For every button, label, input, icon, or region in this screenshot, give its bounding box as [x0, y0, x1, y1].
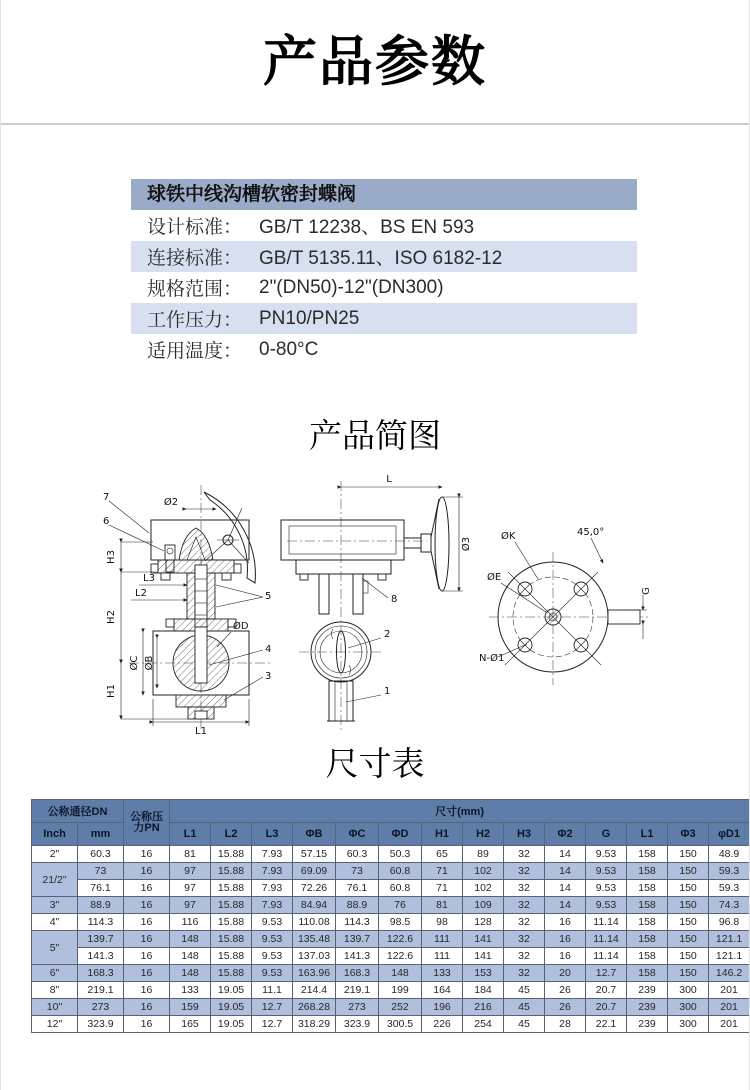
table-cell: 97	[170, 863, 211, 880]
table-cell: 148	[170, 931, 211, 948]
table-cell: 141.3	[336, 948, 379, 965]
table-cell: 59.3	[709, 863, 750, 880]
callout-3: 3	[265, 671, 272, 682]
table-cell: 196	[422, 999, 463, 1016]
table-cell: 5"	[32, 931, 78, 965]
flange-view	[479, 527, 652, 685]
table-cell: 323.9	[336, 1016, 379, 1033]
table-cell: 15.88	[211, 948, 252, 965]
table-cell: 141	[463, 948, 504, 965]
table-cell: 16	[124, 948, 170, 965]
column-header: Φ2	[545, 823, 586, 846]
table-cell: 98.5	[379, 914, 422, 931]
table-cell: 159	[170, 999, 211, 1016]
table-cell: 16	[124, 897, 170, 914]
table-cell: 32	[504, 965, 545, 982]
table-cell: 158	[627, 863, 668, 880]
column-header: ΦD	[379, 823, 422, 846]
table-cell: 14	[545, 880, 586, 897]
spec-value: 2"(DN50)-12"(DN300)	[259, 276, 444, 298]
table-cell: 32	[504, 948, 545, 965]
column-header: φD1	[709, 823, 750, 846]
spec-value: PN10/PN25	[259, 307, 360, 329]
spec-row-connection-standard	[131, 241, 637, 272]
dim-label-l3: L3	[143, 573, 155, 584]
column-header: L2	[211, 823, 252, 846]
column-header: H1	[422, 823, 463, 846]
table-cell: 9.53	[586, 863, 627, 880]
table-cell: 96.8	[709, 914, 750, 931]
page-title: 产品参数	[263, 32, 487, 92]
table-cell: 201	[709, 982, 750, 999]
table-cell: 26	[545, 982, 586, 999]
callout-1: 1	[384, 686, 391, 697]
table-cell: 74.3	[709, 897, 750, 914]
table-cell: 16	[545, 914, 586, 931]
spec-label: 工作压力：	[147, 310, 243, 331]
table-cell: 201	[709, 999, 750, 1016]
table-cell: 158	[627, 931, 668, 948]
table-cell: 219.1	[78, 982, 124, 999]
table-cell: 7.93	[252, 897, 293, 914]
table-cell: 32	[504, 846, 545, 863]
table-cell: 148	[170, 948, 211, 965]
front-view	[103, 485, 273, 737]
column-header: Φ3	[668, 823, 709, 846]
table-cell: 323.9	[78, 1016, 124, 1033]
dim-label-phiK: ØK	[501, 531, 516, 542]
dim-label-nphi1: N-Ø1	[479, 653, 505, 664]
table-cell: 116	[170, 914, 211, 931]
dim-label-l1: L1	[195, 726, 207, 737]
table-cell: 121.1	[709, 931, 750, 948]
table-cell: 88.9	[336, 897, 379, 914]
table-cell: 300	[668, 999, 709, 1016]
table-cell: 16	[124, 880, 170, 897]
table-cell: 15.88	[211, 914, 252, 931]
table-cell: 20	[545, 965, 586, 982]
table-cell: 300	[668, 982, 709, 999]
valve-drawing-svg	[91, 467, 661, 737]
dim-label-phi2: Ø2	[163, 497, 179, 508]
table-cell: 3"	[32, 897, 78, 914]
table-cell: 32	[504, 914, 545, 931]
table-cell: 219.1	[336, 982, 379, 999]
table-cell: 10"	[32, 999, 78, 1016]
table-cell: 21/2"	[32, 863, 78, 897]
column-group-dn: 公称通径DN	[32, 800, 124, 823]
table-cell: 111	[422, 948, 463, 965]
dim-label-h2: H2	[106, 610, 117, 624]
dim-label-l: L	[386, 474, 392, 485]
table-cell: 226	[422, 1016, 463, 1033]
table-cell: 201	[709, 1016, 750, 1033]
table-cell: 153	[463, 965, 504, 982]
table-row	[32, 948, 750, 965]
table-row	[32, 846, 750, 863]
table-cell: 9.53	[252, 965, 293, 982]
table-cell: 254	[463, 1016, 504, 1033]
table-cell: 12.7	[586, 965, 627, 982]
spec-label: 设计标准：	[147, 217, 243, 238]
table-cell: 214.4	[293, 982, 336, 999]
table-cell: 22.1	[586, 1016, 627, 1033]
table-cell: 158	[627, 948, 668, 965]
table-cell: 73	[336, 863, 379, 880]
dim-label-phiE: ØE	[487, 572, 502, 583]
table-cell: 65	[422, 846, 463, 863]
table-cell: 16	[124, 931, 170, 948]
table-row	[32, 914, 750, 931]
table-cell: 16	[545, 931, 586, 948]
table-cell: 32	[504, 863, 545, 880]
table-row	[32, 897, 750, 914]
spec-table-header: 球铁中线沟槽软密封蝶阀	[131, 179, 637, 210]
table-cell: 16	[124, 982, 170, 999]
table-cell: 19.05	[211, 1016, 252, 1033]
table-cell: 9.53	[252, 914, 293, 931]
spec-row-temperature	[131, 334, 637, 365]
table-cell: 15.88	[211, 897, 252, 914]
table-cell: 110.08	[293, 914, 336, 931]
table-cell: 114.3	[336, 914, 379, 931]
callout-2: 2	[384, 629, 391, 640]
pn-line1: 公称压	[130, 810, 164, 823]
table-cell: 69.09	[293, 863, 336, 880]
callout-7: 7	[103, 492, 110, 503]
table-cell: 59.3	[709, 880, 750, 897]
table-cell: 81	[422, 897, 463, 914]
side-view	[281, 474, 472, 732]
column-header: L1	[170, 823, 211, 846]
dim-label-phiB: ØB	[144, 655, 155, 671]
table-cell: 32	[504, 880, 545, 897]
table-cell: 71	[422, 880, 463, 897]
table-cell: 15.88	[211, 846, 252, 863]
callout-4: 4	[265, 644, 272, 655]
table-cell: 16	[124, 999, 170, 1016]
table-cell: 133	[422, 965, 463, 982]
table-cell: 71	[422, 863, 463, 880]
spec-row-size-range	[131, 272, 637, 303]
table-cell: 150	[668, 846, 709, 863]
table-cell: 239	[627, 982, 668, 999]
spec-value: 0-80°C	[259, 338, 319, 360]
table-cell: 6"	[32, 965, 78, 982]
table-cell: 239	[627, 1016, 668, 1033]
table-cell: 26	[545, 999, 586, 1016]
table-cell: 12.7	[252, 1016, 293, 1033]
dim-label-l2: L2	[135, 588, 147, 599]
pn-line2: 力PN	[133, 821, 160, 834]
dim-label-h3: H3	[106, 550, 117, 564]
table-cell: 9.53	[252, 931, 293, 948]
table-cell: 32	[504, 897, 545, 914]
table-cell: 16	[124, 846, 170, 863]
table-cell: 121.1	[709, 948, 750, 965]
table-cell: 73	[78, 863, 124, 880]
table-cell: 150	[668, 931, 709, 948]
valve-diagram	[1, 467, 749, 739]
callout-6: 6	[103, 516, 110, 527]
dim-label-phiC: ØC	[129, 655, 140, 671]
table-cell: 76.1	[336, 880, 379, 897]
table-cell: 2"	[32, 846, 78, 863]
title-divider	[1, 123, 749, 125]
column-header: mm	[78, 823, 124, 846]
table-cell: 15.88	[211, 965, 252, 982]
table-cell: 97	[170, 880, 211, 897]
spec-value: GB/T 5135.11、ISO 6182-12	[259, 248, 503, 269]
dim-label-angle: 45,0°	[577, 527, 605, 538]
column-group-pn	[124, 800, 170, 846]
table-cell: 135.48	[293, 931, 336, 948]
table-cell: 150	[668, 914, 709, 931]
table-cell: 11.14	[586, 948, 627, 965]
table-cell: 72.26	[293, 880, 336, 897]
table-cell: 158	[627, 965, 668, 982]
table-row	[32, 931, 750, 948]
table-cell: 300.5	[379, 1016, 422, 1033]
table-cell: 9.53	[586, 846, 627, 863]
table-cell: 7.93	[252, 863, 293, 880]
table-cell: 88.9	[78, 897, 124, 914]
table-cell: 16	[124, 863, 170, 880]
table-cell: 318.29	[293, 1016, 336, 1033]
table-cell: 158	[627, 897, 668, 914]
table-row	[32, 999, 750, 1016]
table-cell: 199	[379, 982, 422, 999]
table-cell: 81	[170, 846, 211, 863]
column-header: ΦB	[293, 823, 336, 846]
column-header: H3	[504, 823, 545, 846]
table-cell: 273	[336, 999, 379, 1016]
table-cell: 4"	[32, 914, 78, 931]
table-cell: 60.3	[336, 846, 379, 863]
column-header: L3	[252, 823, 293, 846]
table-cell: 48.9	[709, 846, 750, 863]
table-cell: 60.8	[379, 863, 422, 880]
table-cell: 184	[463, 982, 504, 999]
table-cell: 122.6	[379, 931, 422, 948]
spec-value: GB/T 12238、BS EN 593	[259, 217, 475, 238]
table-cell: 16	[124, 1016, 170, 1033]
dim-label-g: G	[641, 587, 652, 595]
table-cell: 168.3	[336, 965, 379, 982]
table-cell: 14	[545, 897, 586, 914]
dim-label-phiD: ØD	[233, 621, 249, 632]
table-cell: 102	[463, 880, 504, 897]
table-cell: 139.7	[78, 931, 124, 948]
table-row	[32, 880, 750, 897]
table-cell: 111	[422, 931, 463, 948]
table-cell: 12.7	[252, 999, 293, 1016]
table-cell: 137.03	[293, 948, 336, 965]
spec-label: 连接标准：	[147, 248, 243, 269]
section-title-diagram: 产品简图	[309, 417, 441, 454]
dim-label-phi3: Ø3	[461, 536, 472, 552]
table-cell: 84.94	[293, 897, 336, 914]
table-cell: 14	[545, 846, 586, 863]
table-cell: 32	[504, 931, 545, 948]
table-cell: 141	[463, 931, 504, 948]
table-row	[32, 1016, 750, 1033]
table-cell: 102	[463, 863, 504, 880]
table-cell: 12"	[32, 1016, 78, 1033]
table-cell: 168.3	[78, 965, 124, 982]
table-row	[32, 982, 750, 999]
table-cell: 128	[463, 914, 504, 931]
table-cell: 273	[78, 999, 124, 1016]
column-header: G	[586, 823, 627, 846]
spec-row-design-standard	[131, 210, 637, 241]
spec-row-working-pressure	[131, 303, 637, 334]
table-cell: 45	[504, 1016, 545, 1033]
table-cell: 19.05	[211, 999, 252, 1016]
table-cell: 239	[627, 999, 668, 1016]
table-cell: 139.7	[336, 931, 379, 948]
table-cell: 11.14	[586, 931, 627, 948]
table-cell: 109	[463, 897, 504, 914]
table-cell: 45	[504, 982, 545, 999]
table-cell: 164	[422, 982, 463, 999]
table-cell: 14	[545, 863, 586, 880]
table-cell: 9.53	[586, 897, 627, 914]
section-title-dims: 尺寸表	[325, 745, 425, 782]
table-cell: 20.7	[586, 982, 627, 999]
table-cell: 16	[124, 914, 170, 931]
table-cell: 19.05	[211, 982, 252, 999]
table-cell: 148	[379, 965, 422, 982]
table-cell: 9.53	[252, 948, 293, 965]
table-row	[32, 863, 750, 880]
table-cell: 76	[379, 897, 422, 914]
table-cell: 216	[463, 999, 504, 1016]
spec-table	[131, 179, 637, 365]
table-cell: 148	[170, 965, 211, 982]
table-cell: 300	[668, 1016, 709, 1033]
table-header-group-row	[32, 800, 750, 823]
table-cell: 7.93	[252, 846, 293, 863]
table-cell: 165	[170, 1016, 211, 1033]
table-cell: 16	[124, 965, 170, 982]
column-header: L1	[627, 823, 668, 846]
callout-5: 5	[265, 591, 272, 602]
dim-label-h1: H1	[106, 684, 117, 698]
column-header: ΦC	[336, 823, 379, 846]
table-cell: 16	[545, 948, 586, 965]
table-cell: 163.96	[293, 965, 336, 982]
column-group-size: 尺寸(mm)	[170, 800, 750, 823]
table-cell: 98	[422, 914, 463, 931]
table-cell: 150	[668, 948, 709, 965]
table-cell: 60.8	[379, 880, 422, 897]
table-row	[32, 965, 750, 982]
table-cell: 268.28	[293, 999, 336, 1016]
table-cell: 158	[627, 880, 668, 897]
dimension-table	[31, 799, 745, 1033]
table-cell: 158	[627, 846, 668, 863]
table-cell: 8"	[32, 982, 78, 999]
table-cell: 114.3	[78, 914, 124, 931]
spec-label: 适用温度：	[147, 341, 243, 362]
table-cell: 146.2	[709, 965, 750, 982]
table-cell: 9.53	[586, 880, 627, 897]
table-cell: 150	[668, 897, 709, 914]
table-cell: 7.93	[252, 880, 293, 897]
table-cell: 20.7	[586, 999, 627, 1016]
table-cell: 150	[668, 880, 709, 897]
table-cell: 133	[170, 982, 211, 999]
table-cell: 252	[379, 999, 422, 1016]
table-cell: 122.6	[379, 948, 422, 965]
table-cell: 15.88	[211, 931, 252, 948]
table-cell: 76.1	[78, 880, 124, 897]
table-cell: 57.15	[293, 846, 336, 863]
table-cell: 60.3	[78, 846, 124, 863]
table-cell: 50.3	[379, 846, 422, 863]
table-cell: 15.88	[211, 880, 252, 897]
table-cell: 11.14	[586, 914, 627, 931]
table-cell: 15.88	[211, 863, 252, 880]
table-cell: 150	[668, 965, 709, 982]
table-cell: 45	[504, 999, 545, 1016]
spec-label: 规格范围：	[147, 279, 243, 300]
callout-8: 8	[391, 594, 398, 605]
table-cell: 28	[545, 1016, 586, 1033]
table-cell: 141.3	[78, 948, 124, 965]
table-cell: 11.1	[252, 982, 293, 999]
table-cell: 150	[668, 863, 709, 880]
column-header: Inch	[32, 823, 78, 846]
table-cell: 89	[463, 846, 504, 863]
table-cell: 97	[170, 897, 211, 914]
table-cell: 158	[627, 914, 668, 931]
column-header: H2	[463, 823, 504, 846]
